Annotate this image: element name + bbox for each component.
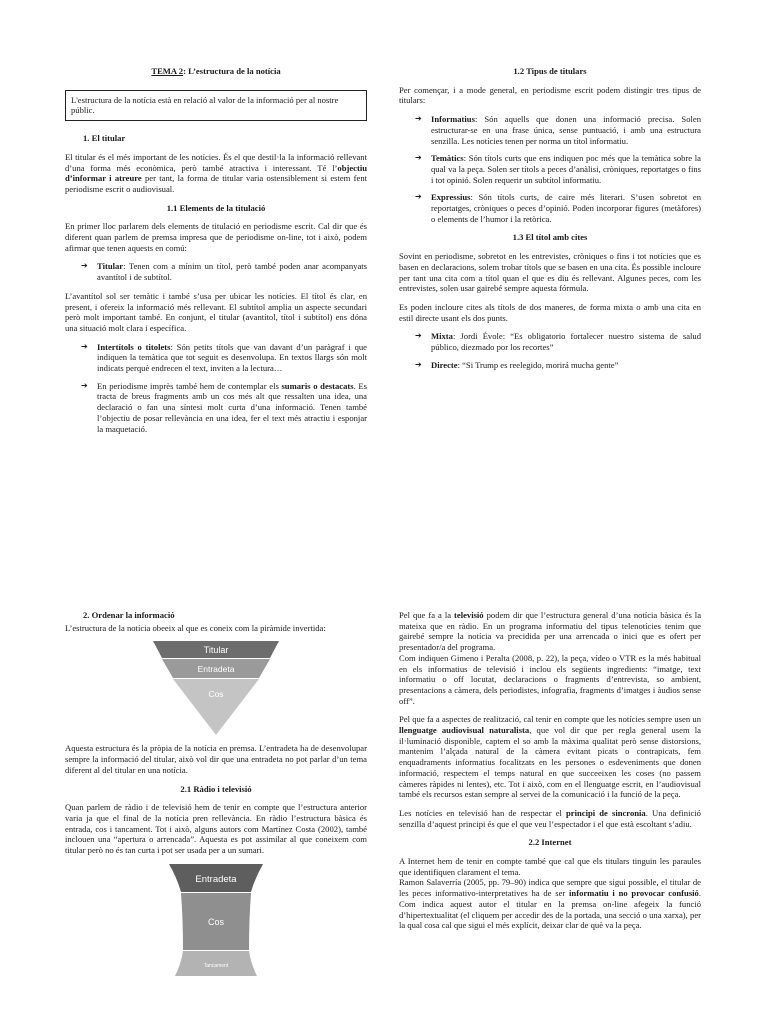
paragraph: Sovint en periodisme, sobretot en les entrevistes, cròniques o fins i tot notícies que es basen en declaracions, solem trobar títols que se basen en una cita. És possible incloure per tant una cita com a títol quan el que es diu és rellevant. Algunes peces, com les entrevistes, solen usar gairebé sempre aquesta fórmula.	[399, 251, 701, 294]
paragraph: En primer lloc parlarem dels elements de titulació en periodisme escrit. Cal dir que és diferent quan parlem de premsa impresa que de periodisme on-line, tot i això, podem afirmar que tenen aquests en comú:	[65, 221, 367, 253]
bullet-list	[65, 261, 367, 282]
text: : Són aquells que donen una informació precisa. Solen estructurar-se en una frase única, sense puntuació, i amb una estructura senzilla. Les notícies tenen per norma un títol informatiu.	[431, 114, 701, 146]
list-item	[81, 261, 367, 282]
page2-right-column	[399, 610, 701, 939]
list-item	[415, 331, 701, 352]
inverted-pyramid-diagram	[153, 641, 279, 735]
bold-text: Mixta	[431, 331, 453, 342]
text: podem dir que l’estructura general d’una notícia bàsica és la mateixa que en ràdio. En un programa informatiu del tipus telenotícies tenim que gairebé sempre la notícia va precidida per una arrencada o inici que es ofert per presentador/a del programa.	[399, 610, 702, 653]
paragraph	[399, 808, 701, 829]
list-item	[415, 360, 701, 371]
list-item	[415, 192, 701, 224]
bold-text: Titular	[97, 261, 124, 272]
text: . Com indica aquest autor el titular en la premsa on-line afegeix la funció d’hipertextualitat (el cliquem per accedir des de la portada, una secció o una xarxa), per la qual cosa cal que sigui el més explícit, deixar clar de què va la peça.	[399, 888, 702, 931]
heading-el-titular: 1. El titular	[83, 133, 126, 144]
text: En periodisme imprès també hem de contemplar els	[97, 380, 282, 391]
bold-text: Informatius	[431, 114, 475, 125]
text: Pel que fa a la	[399, 610, 455, 620]
bold-text: Intertítols o titolets	[97, 341, 171, 352]
bullet-list	[399, 331, 701, 370]
heading-internet: 2.2 Internet	[528, 837, 572, 848]
page1-left-column	[65, 66, 367, 442]
text: : Jordi Évole: “Es obligatorio fortalecer nuestro sistema de salud público, diezmado por los recortes”	[431, 331, 701, 353]
bold-text: Expressius	[431, 192, 471, 203]
vase-label-entradeta: Entradeta	[195, 873, 237, 885]
bold-text: principi de sincronia	[566, 807, 646, 818]
title-tema: TEMA 2	[151, 66, 184, 76]
text: Pel que fa a aspectes de realització, cal tenir en compte que les notícies sempre usen un	[399, 714, 701, 725]
heading-titol-cites: 1.3 El títol amb cites	[512, 232, 588, 243]
text: : Són títols curts, de caire més literari. S’usen sobretot en reportatges, cròniques o peces d’opinió. Poden incorporar figures (metàfores) o elements de l’humor i la retòrica.	[431, 192, 701, 224]
paragraph: Quan parlem de ràdio i de televisió hem de tenir en compte que l’estructura anterior varia ja que el final de la notícia pren rellevància. En ràdio l’estructura bàsica és entrada, cos i tancament. Tot i això, alguns autors com Martínez Costa (2002), també inclouen una “apertura o arrencada”. Aquesta es pot assimilar al que coneixem com titular però no és tan curta i pot ser usada per a un sumari.	[65, 802, 367, 856]
text: , que vol dir que per regla general usem la il·luminació disponible, captem el so amb la màxima qualitat però sense distorsions, mantenim l’alçada natural de la càmera evitant picats o contrapicats, fem enquadraments informatius focalitzats en les persones o esdeveniments que donen informació, respectem el temps natural en que succeeixen les coses (no passem càmeres ràpides ni lentes), etc. Tot i això, com en el llenguatge escrit, en l’audiovisual també els recursos estan sempre al servei de la comunicació i la funció de la peça.	[399, 725, 701, 800]
bullet-list	[65, 342, 367, 435]
list-item	[81, 342, 367, 374]
page2-left-column	[65, 610, 367, 984]
paragraph: A Internet hem de tenir en compte també que cal que els titulars tinguin les paraules que identifiquen clarament el tema.	[399, 856, 701, 877]
heading-radio-televisio: 2.1 Ràdio i televisió	[180, 783, 252, 794]
pyramid-label-cos: Cos	[208, 689, 224, 700]
text: . Es tracta de breus fragments amb un cos més alt que ressalten una idea, una declaració o fan una síntesi molt curta d’una informació. Tenen també l’objectiu de posar rellevància en una idea, fer el text més atractiu i esponjar la maquetació.	[97, 380, 368, 434]
document-title	[65, 66, 367, 77]
paragraph	[399, 877, 701, 931]
vase-label-cos: Cos	[207, 916, 225, 927]
paragraph: Aquesta estructura és la pròpia de la notícia en premsa. L’entradeta ha de desenvolupar sempre la informació del titular, això vol dir que una entradeta no pot parlar d’un tema diferent al del titular en una notícia.	[65, 743, 367, 775]
text: Les notícies en televisió han de respectar el	[399, 807, 567, 818]
list-item	[415, 114, 701, 146]
paragraph	[399, 714, 701, 800]
text: : Tenen com a mínim un títol, però també poden anar acompanyats avantítol i de subtítol.	[97, 261, 367, 283]
pyramid-label-entradeta: Entradeta	[197, 664, 235, 675]
pyramid-label-titular: Titular	[203, 645, 229, 656]
paragraph: Es poden incloure cites als títols de dos maneres, de forma mixta o amb una cita en estil directe usant els dos punts.	[399, 301, 701, 323]
text: El titular és el més important de les notícies. És el que destil·la la informació rellevant d’una forma més econòmica, però també atractiva i interessant. Té l’	[65, 151, 367, 173]
pyramid-cos-band	[173, 679, 259, 735]
paragraph: L’estructura de la notícia obeeix al que es coneix com la piràmide invertida:	[65, 622, 326, 633]
text: : “Si Trump es reelegido, morirá mucha gente”	[457, 359, 619, 370]
heading-tipus-titulars: 1.2 Tipus de titulars	[513, 66, 587, 76]
heading-elements-titulacio: 1.1 Elements de la titulació	[166, 202, 266, 213]
bold-text: televisió	[454, 610, 484, 620]
vase-structure-diagram	[169, 864, 263, 976]
bullet-list	[399, 114, 701, 224]
bold-text: Directe	[431, 359, 458, 370]
text: . Una definició senzilla d’aquest principi és que el que veu l’espectador i el que està escoltant s’adiu.	[399, 807, 701, 829]
list-item	[81, 381, 367, 435]
bold-text: informatiu i no provocar confusió	[569, 888, 699, 899]
title-rest: : L’estructura de la notícia	[183, 66, 281, 76]
list-item	[415, 153, 701, 185]
intro-box: L'estructura de la notícia està en relació al valor de la informació per al nostre públic.	[65, 90, 367, 121]
paragraph	[399, 610, 701, 653]
paragraph: L’avantítol sol ser temàtic i també s’usa per ubicar les notícies. El títol és clar, en present, i ofereix la informació més rellevant. El subtítol amplia un aspecte secundari però molt important també. En conjunt, el titular (avantítol, títol i subtítol) ens dóna una situació molt clara i específica.	[65, 290, 367, 333]
bold-text: llenguatge audiovisual naturalista	[399, 725, 530, 736]
text: : Són petits títols que van davant d’un paràgraf i que indiquen la temàtica que tot seguit es desenvolupa. En textos llargs són molt indicats perquè endrecen el text, inviten a la lectura…	[97, 341, 367, 374]
vase-label-tancament: Tancament	[203, 962, 229, 969]
bold-text: objectiu d’informar i atreure	[65, 162, 367, 184]
heading-ordenar-informacio: 2. Ordenar la informació	[83, 610, 175, 620]
paragraph: Com indiquen Gimeno i Peralta (2008, p. 22), la peça, vídeo o VTR es la més habitual en els informatius de televisió i inclou els següents ingredients: “imatge, text informatiu o off locutat, declaracions o fragments d’entrevista, so ambient, presentacions a càmera, dels periodistes, infografia, fragments d’imatges i àudios sense off”.	[399, 652, 701, 706]
paragraph: Per començar, i a mode general, en periodisme escrit podem distingir tres tipus de titulars:	[399, 84, 701, 106]
paragraph	[65, 152, 367, 195]
text: Ramon Salaverría (2005, pp. 79–90) indica que sempre que sigui possible, el titular de les peces informativo-interpretatives ha de ser	[399, 877, 701, 899]
page1-right-column	[399, 66, 701, 378]
bold-text: Temàtics	[431, 153, 464, 164]
text: : Són títols curts que ens indiquen poc més que la temàtica sobre la qual va la peça. Solen ser títols a peces d’anàlisi, cròniques, reportatges o fins i tot opinió. Solen requerir un subtítol informatiu.	[431, 153, 701, 185]
bold-text: sumaris o destacats	[281, 380, 354, 391]
text: per tant, la forma de titular varia ostensiblement si estem fent periodisme escrit o audiovisual.	[65, 173, 367, 194]
